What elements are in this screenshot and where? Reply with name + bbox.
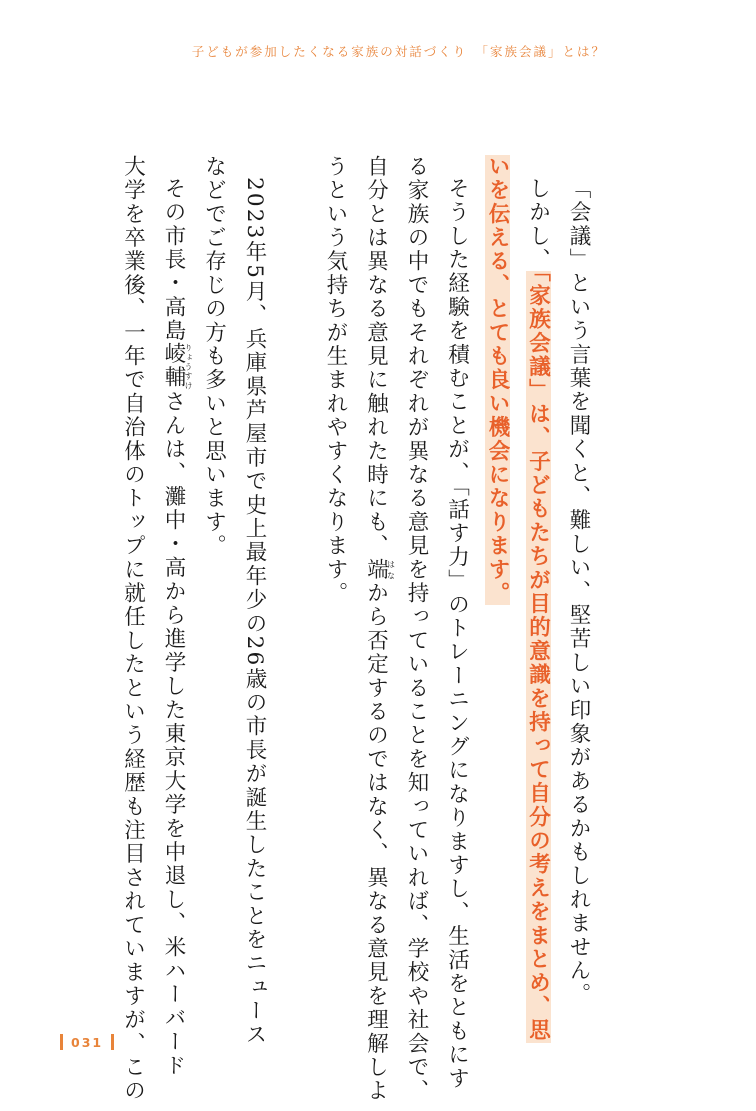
ruby-base: 崚輔 — [161, 342, 186, 390]
paragraph-line-highlight-cont — [477, 155, 518, 1000]
page-number-text: 031 — [71, 1034, 104, 1050]
paragraph-line-ruby — [153, 155, 194, 1078]
ruby-base: 端 — [363, 557, 389, 582]
paragraph-line: 「会議」という言葉を聞くと、難しい、堅苦しい印象があるかもしれません。 — [566, 176, 591, 1006]
highlighted-text: 「家族会議」は、子どもたちが目的意識を持って自分の考えをまとめ、思 — [525, 271, 551, 1043]
line-text: から否定するのではなく、異なる意見を理解しよ — [363, 581, 389, 1104]
page-number-bar-left — [60, 1034, 63, 1050]
paragraph-line: などでご存じの方も多いと思います。 — [201, 155, 227, 558]
paragraph-line: 大学を卒業後、一年で自治体のトップに就任したという経歴も注目されていますが、この — [120, 155, 146, 1103]
paragraph-line: る家族の中でもそれぞれが異なる意見を持っていることを知っていれば、学校や社会で、 — [404, 155, 429, 1103]
body-text — [112, 155, 598, 1104]
running-header: 子どもが参加したくなる家族の対話づくり 「家族会議」とは？ — [191, 44, 606, 59]
highlighted-text-cont: いを伝える、とても良い機会になります。 — [485, 155, 510, 606]
line-text: さんは、灘中・高から進学した東京大学を中退し、米ハーバード — [161, 389, 186, 1078]
line-text: しかし、 — [525, 176, 551, 272]
paragraph-line: うという気持ちが生まれやすくなります。 — [323, 155, 348, 606]
ruby-reading: はな — [386, 557, 396, 582]
ruby-word — [363, 557, 396, 582]
paragraph-line-highlight — [517, 155, 558, 1043]
ruby-word — [161, 342, 193, 390]
line-text: その市長・高島 — [161, 176, 186, 343]
paragraph-line-ruby — [355, 155, 396, 1104]
paragraph-line: 2023年5月、兵庫県芦屋市で史上最年少の26歳の市長が誕生したことをニュース — [242, 176, 267, 1047]
ruby-reading: りょうすけ — [184, 342, 193, 390]
paragraph-spacer — [274, 155, 315, 1000]
page-number-bar-right — [111, 1034, 114, 1050]
paragraph-line: そうした経験を積むことが、「話す力」のトレーニングになりますし、生活をともにす — [444, 176, 470, 1091]
page-number — [60, 1034, 114, 1050]
line-text: 自分とは異なる意見に触れた時にも、 — [363, 155, 389, 558]
